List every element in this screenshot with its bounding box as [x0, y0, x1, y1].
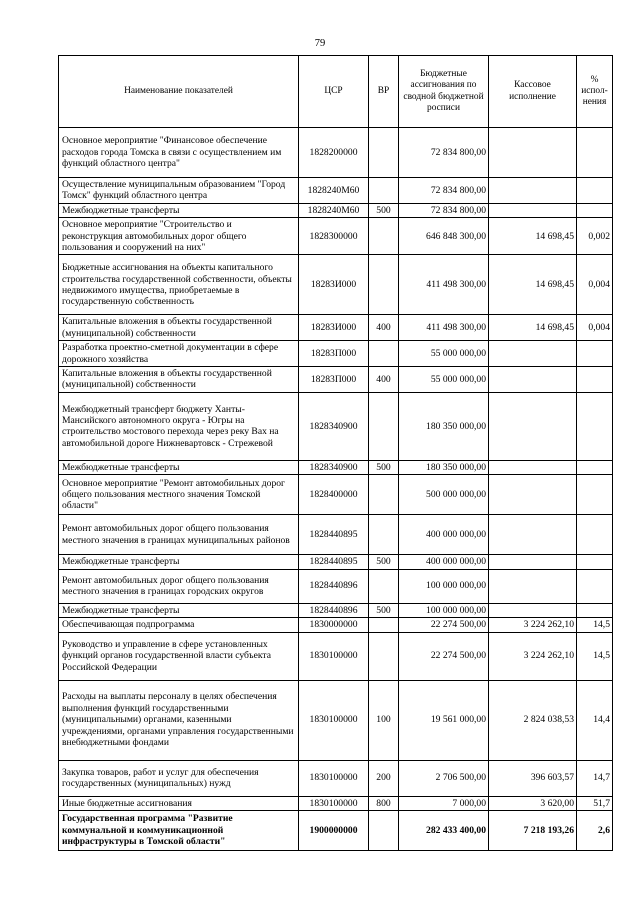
cell-cash: 396 603,57	[489, 760, 577, 796]
cell-budget: 22 274 500,00	[399, 632, 489, 680]
cell-vr	[369, 218, 399, 255]
cell-pct	[577, 392, 613, 460]
cell-pct	[577, 555, 613, 569]
cell-budget: 646 848 300,00	[399, 218, 489, 255]
cell-csr: 1828200000	[299, 128, 369, 178]
table-row	[59, 178, 613, 204]
cell-csr: 1828300000	[299, 218, 369, 255]
cell-cash	[489, 460, 577, 474]
table-row	[59, 760, 613, 796]
header-name: Наименование показателей	[59, 56, 299, 128]
cell-csr: 1828240М60	[299, 178, 369, 204]
cell-name: Межбюджетные трансферты	[59, 603, 299, 617]
cell-cash: 14 698,45	[489, 218, 577, 255]
cell-csr: 1828440895	[299, 555, 369, 569]
cell-pct: 0,002	[577, 218, 613, 255]
table-row	[59, 392, 613, 460]
cell-cash	[489, 392, 577, 460]
cell-budget: 180 350 000,00	[399, 392, 489, 460]
cell-cash	[489, 367, 577, 393]
cell-pct: 0,004	[577, 255, 613, 315]
cell-csr: 1828400000	[299, 475, 369, 515]
cell-cash	[489, 475, 577, 515]
cell-name: Разработка проектно-сметной документации в сфере дорожного хозяйства	[59, 341, 299, 367]
cell-name: Обеспечивающая подпрограмма	[59, 618, 299, 632]
cell-vr: 500	[369, 203, 399, 217]
cell-name: Капитальные вложения в объекты государственной (муниципальной) собственности	[59, 367, 299, 393]
cell-cash: 3 224 262,10	[489, 632, 577, 680]
cell-name: Бюджетные ассигнования на объекты капитального строительства государственной собственности, объекты недвижимого имущества, приобретаемые в государственную собственность	[59, 255, 299, 315]
cell-vr	[369, 618, 399, 632]
cell-pct: 2,6	[577, 810, 613, 850]
cell-vr	[369, 569, 399, 603]
cell-budget: 55 000 000,00	[399, 367, 489, 393]
cell-cash	[489, 515, 577, 555]
cell-pct	[577, 569, 613, 603]
budget-table	[58, 55, 613, 851]
cell-csr: 1828440895	[299, 515, 369, 555]
table-row	[59, 128, 613, 178]
cell-pct	[577, 341, 613, 367]
cell-pct: 14,7	[577, 760, 613, 796]
cell-csr: 1828340900	[299, 392, 369, 460]
table-row	[59, 796, 613, 810]
cell-name: Руководство и управление в сфере установленных функций органов государственной власти субъекта Российской Федерации	[59, 632, 299, 680]
cell-vr	[369, 810, 399, 850]
cell-budget: 7 000,00	[399, 796, 489, 810]
header-vr: ВР	[369, 56, 399, 128]
table-row	[59, 475, 613, 515]
cell-name: Основное мероприятие "Ремонт автомобильных дорог общего пользования местного значения Томской области"	[59, 475, 299, 515]
table-row	[59, 367, 613, 393]
cell-pct	[577, 203, 613, 217]
cell-csr: 18283П000	[299, 341, 369, 367]
cell-budget: 400 000 000,00	[399, 515, 489, 555]
table-row	[59, 341, 613, 367]
cell-csr: 1828240М60	[299, 203, 369, 217]
cell-budget: 411 498 300,00	[399, 315, 489, 341]
cell-cash	[489, 569, 577, 603]
cell-budget: 100 000 000,00	[399, 569, 489, 603]
table-row	[59, 315, 613, 341]
cell-vr	[369, 255, 399, 315]
cell-vr: 400	[369, 315, 399, 341]
cell-pct	[577, 515, 613, 555]
cell-pct	[577, 367, 613, 393]
cell-name: Государственная программа "Развитие коммунальной и коммуникационной инфраструктуры в Томской области"	[59, 810, 299, 850]
table-row	[59, 255, 613, 315]
table-row	[59, 555, 613, 569]
cell-vr: 800	[369, 796, 399, 810]
cell-cash	[489, 128, 577, 178]
cell-csr: 1830100000	[299, 632, 369, 680]
cell-name: Межбюджетный трансферт бюджету Ханты-Мансийского автономного округа - Югры на строительство мостового перехода через реку Вах на автомобильной дороге Нижневартовск - Стрежевой	[59, 392, 299, 460]
cell-pct	[577, 178, 613, 204]
cell-budget: 19 561 000,00	[399, 680, 489, 760]
cell-budget: 72 834 800,00	[399, 203, 489, 217]
cell-name: Ремонт автомобильных дорог общего пользования местного значения в границах городских округов	[59, 569, 299, 603]
cell-budget: 55 000 000,00	[399, 341, 489, 367]
cell-budget: 180 350 000,00	[399, 460, 489, 474]
table-row	[59, 810, 613, 850]
cell-csr: 1830000000	[299, 618, 369, 632]
cell-csr: 1830100000	[299, 796, 369, 810]
cell-pct: 14,5	[577, 632, 613, 680]
table-row	[59, 203, 613, 217]
table-row	[59, 618, 613, 632]
cell-csr: 1828440896	[299, 569, 369, 603]
cell-vr	[369, 341, 399, 367]
cell-name: Осуществление муниципальным образованием "Город Томск" функций областного центра	[59, 178, 299, 204]
table-row	[59, 680, 613, 760]
table-row	[59, 632, 613, 680]
cell-cash	[489, 178, 577, 204]
cell-name: Межбюджетные трансферты	[59, 203, 299, 217]
cell-cash: 3 620,00	[489, 796, 577, 810]
header-pct: % испол-нения	[577, 56, 613, 128]
cell-name: Ремонт автомобильных дорог общего пользования местного значения в границах муниципальных районов	[59, 515, 299, 555]
cell-pct	[577, 603, 613, 617]
table-row	[59, 515, 613, 555]
cell-budget: 2 706 500,00	[399, 760, 489, 796]
cell-name: Основное мероприятие "Строительство и реконструкция автомобильных дорог общего пользования и сооружений на них"	[59, 218, 299, 255]
cell-name: Межбюджетные трансферты	[59, 555, 299, 569]
cell-pct: 0,004	[577, 315, 613, 341]
cell-name: Расходы на выплаты персоналу в целях обеспечения выполнения функций государственными (муниципальными) органами, казенными учреждениями, органами управления государственными внебюджетными фондами	[59, 680, 299, 760]
cell-budget: 282 433 400,00	[399, 810, 489, 850]
cell-cash	[489, 203, 577, 217]
cell-cash	[489, 555, 577, 569]
cell-budget: 411 498 300,00	[399, 255, 489, 315]
cell-csr: 1830100000	[299, 680, 369, 760]
cell-vr	[369, 632, 399, 680]
cell-cash	[489, 603, 577, 617]
table-row	[59, 603, 613, 617]
cell-csr: 1828440896	[299, 603, 369, 617]
header-budget: Бюджетные ассигнования по сводной бюджетной росписи	[399, 56, 489, 128]
cell-cash: 7 218 193,26	[489, 810, 577, 850]
cell-vr	[369, 515, 399, 555]
cell-budget: 100 000 000,00	[399, 603, 489, 617]
cell-vr: 500	[369, 460, 399, 474]
cell-cash: 14 698,45	[489, 255, 577, 315]
cell-budget: 72 834 800,00	[399, 128, 489, 178]
cell-pct	[577, 475, 613, 515]
cell-budget: 400 000 000,00	[399, 555, 489, 569]
cell-pct: 14,4	[577, 680, 613, 760]
header-csr: ЦСР	[299, 56, 369, 128]
cell-pct: 51,7	[577, 796, 613, 810]
cell-pct	[577, 128, 613, 178]
table-body	[59, 128, 613, 851]
cell-vr: 400	[369, 367, 399, 393]
cell-name: Капитальные вложения в объекты государственной (муниципальной) собственности	[59, 315, 299, 341]
cell-vr	[369, 178, 399, 204]
cell-csr: 18283И000	[299, 315, 369, 341]
cell-csr: 18283П000	[299, 367, 369, 393]
cell-name: Закупка товаров, работ и услуг для обеспечения государственных (муниципальных) нужд	[59, 760, 299, 796]
cell-name: Иные бюджетные ассигнования	[59, 796, 299, 810]
cell-cash: 3 224 262,10	[489, 618, 577, 632]
cell-name: Межбюджетные трансферты	[59, 460, 299, 474]
table-row	[59, 569, 613, 603]
cell-vr: 500	[369, 555, 399, 569]
cell-csr: 1830100000	[299, 760, 369, 796]
cell-name: Основное мероприятие "Финансовое обеспечение расходов города Томска в связи с осуществлением им функций областного центра"	[59, 128, 299, 178]
cell-budget: 72 834 800,00	[399, 178, 489, 204]
cell-cash	[489, 341, 577, 367]
page-number: 79	[314, 38, 326, 49]
header-cash: Кассовое исполнение	[489, 56, 577, 128]
cell-vr: 100	[369, 680, 399, 760]
cell-pct	[577, 460, 613, 474]
table-row	[59, 218, 613, 255]
cell-csr: 1900000000	[299, 810, 369, 850]
cell-vr	[369, 475, 399, 515]
cell-vr: 500	[369, 603, 399, 617]
cell-pct: 14,5	[577, 618, 613, 632]
cell-budget: 22 274 500,00	[399, 618, 489, 632]
cell-csr: 1828340900	[299, 460, 369, 474]
cell-budget: 500 000 000,00	[399, 475, 489, 515]
cell-cash: 2 824 038,53	[489, 680, 577, 760]
cell-csr: 18283И000	[299, 255, 369, 315]
cell-cash: 14 698,45	[489, 315, 577, 341]
table-row	[59, 460, 613, 474]
cell-vr: 200	[369, 760, 399, 796]
cell-vr	[369, 128, 399, 178]
cell-vr	[369, 392, 399, 460]
